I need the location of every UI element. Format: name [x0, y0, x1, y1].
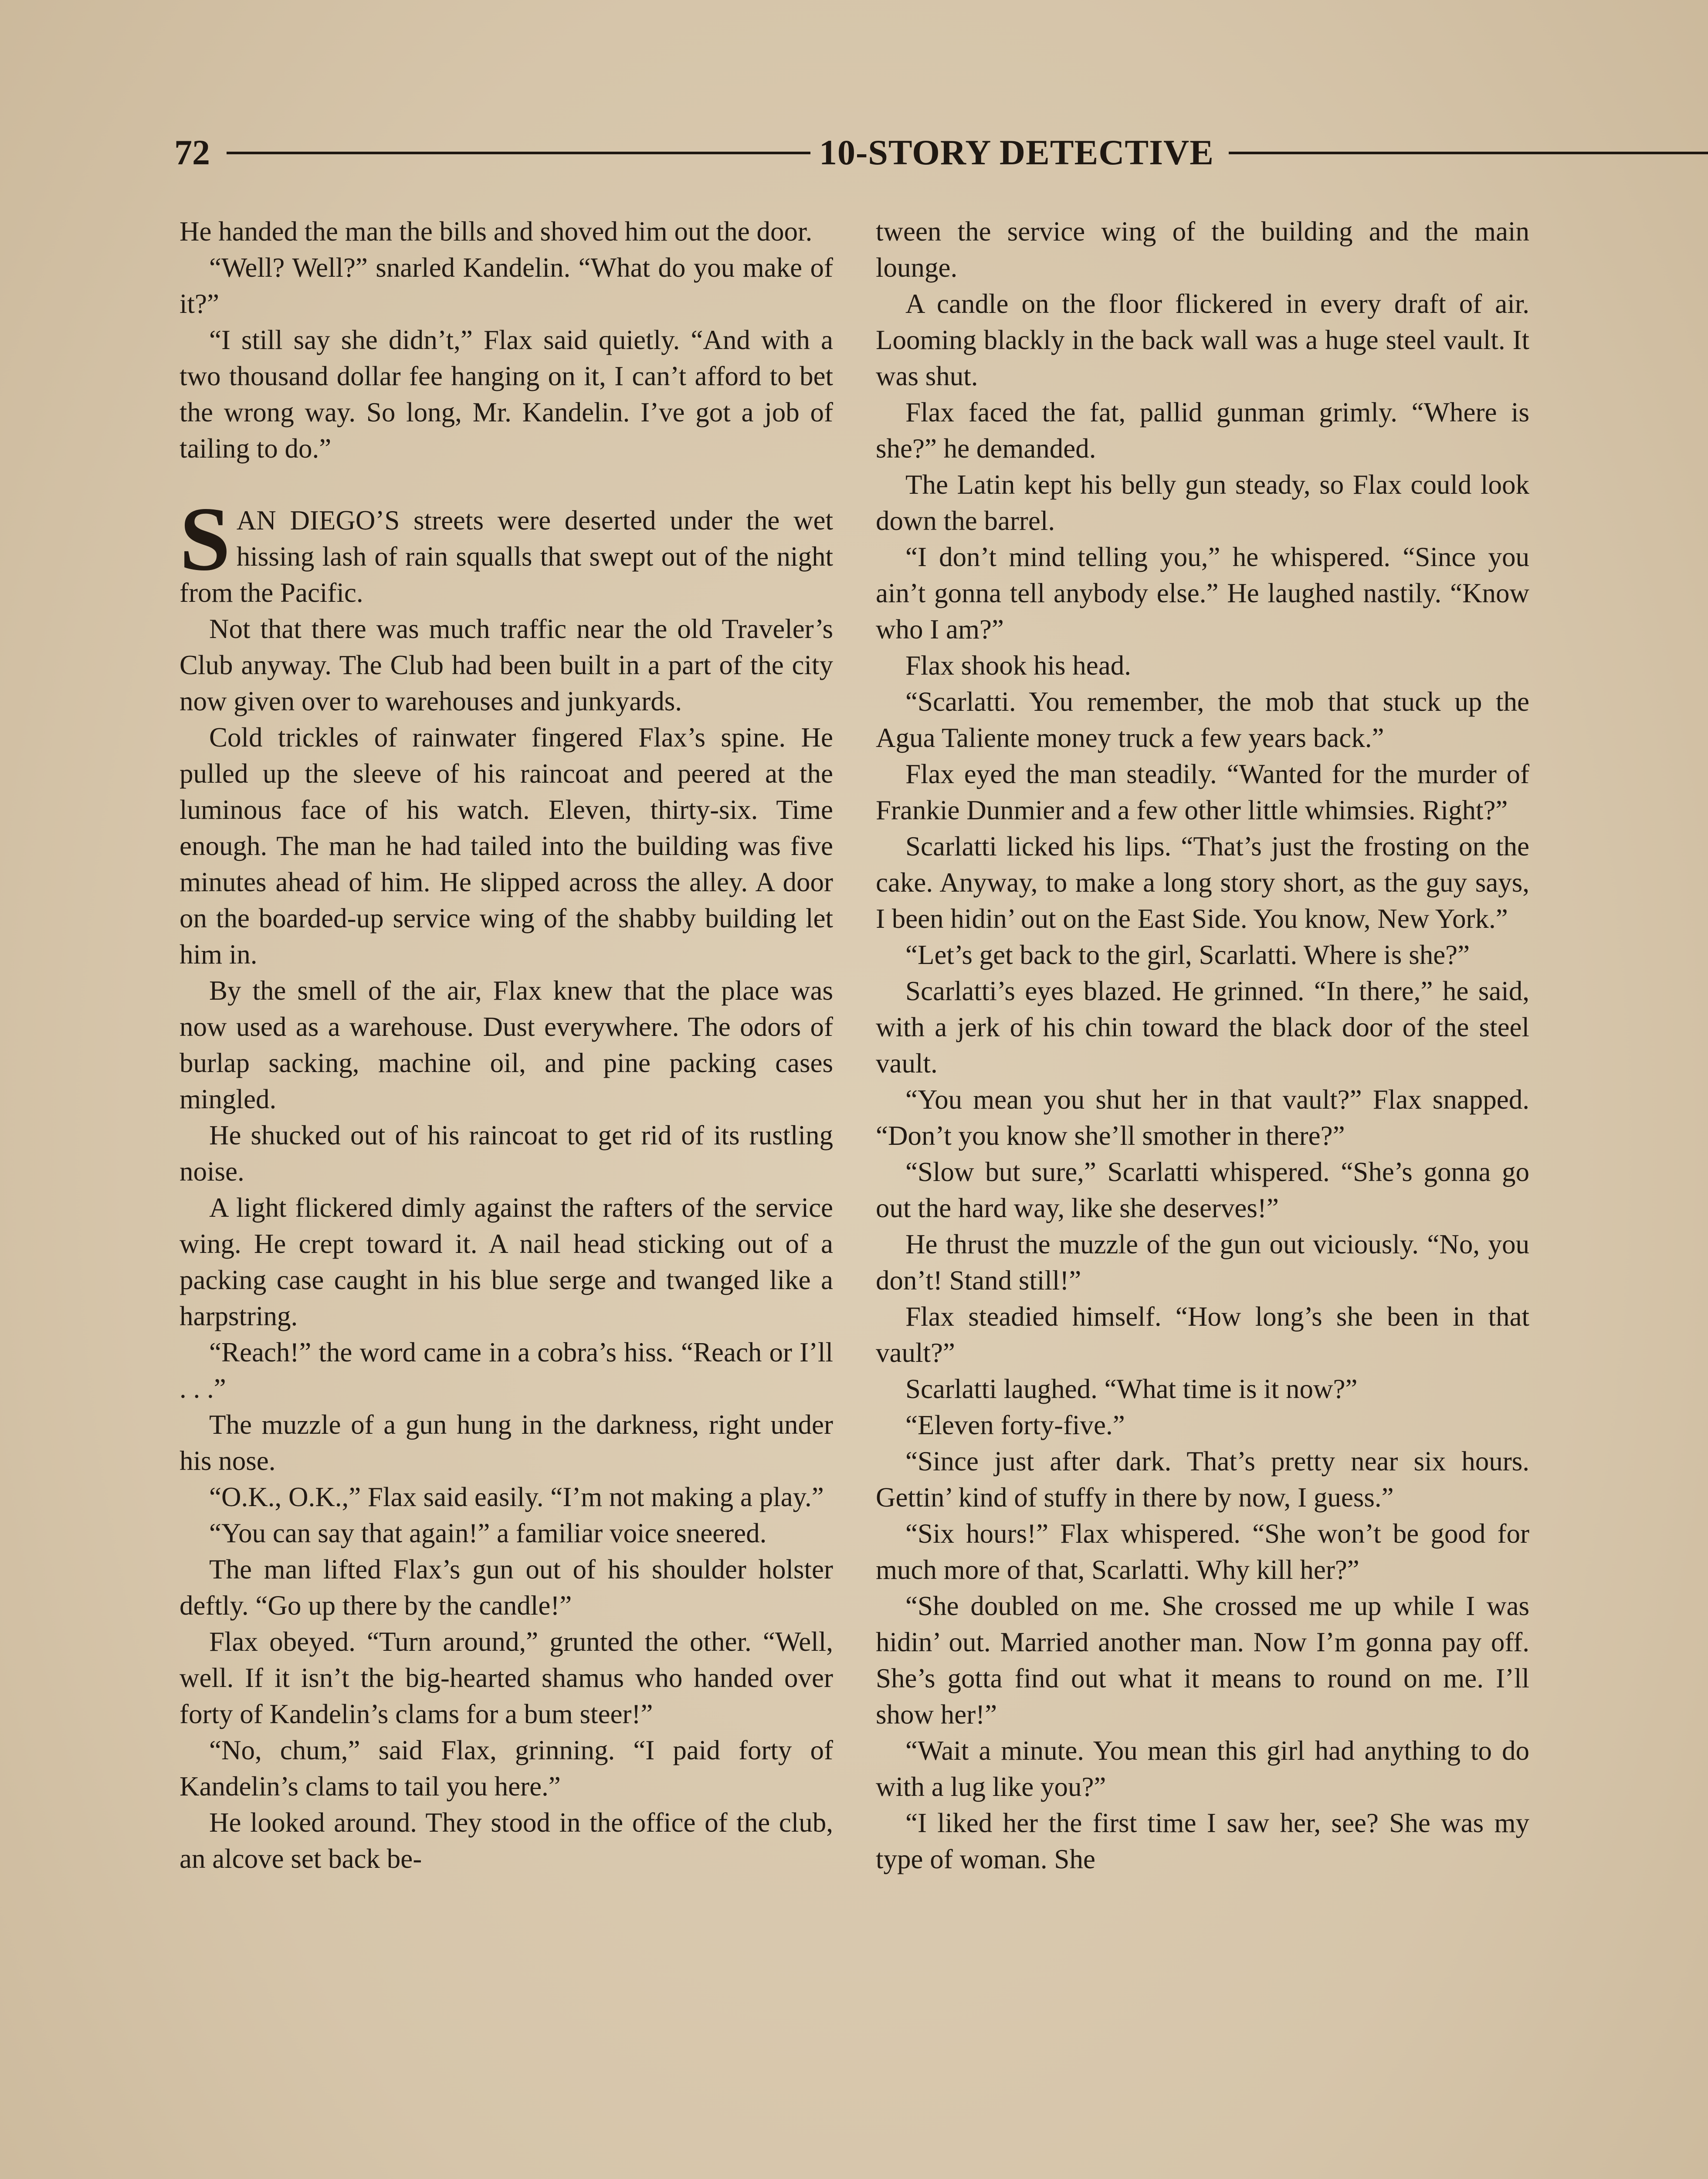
paragraph-text: A light flickered dimly against the rafters of the service wing. He crept toward it. A nail head sticking out of a packing case caught in his blue serge and twanged like a harpstring.	[180, 1192, 833, 1331]
magazine-title: 10-STORY DETECTIVE	[819, 132, 1214, 172]
header-rule-right	[1229, 152, 1708, 154]
left-column	[180, 214, 833, 1877]
paragraph	[180, 322, 833, 467]
paragraph	[180, 1732, 833, 1805]
paragraph	[876, 286, 1529, 394]
paragraph-text: Flax faced the fat, pallid gunman grimly. “Where is she?” he demanded.	[876, 397, 1529, 464]
paragraph	[876, 937, 1529, 973]
right-column	[876, 214, 1529, 1877]
paragraph-text: “You mean you shut her in that vault?” Flax snapped. “Don’t you know she’ll smother in there?”	[876, 1084, 1529, 1151]
paragraph-text: Scarlatti laughed. “What time is it now?”	[905, 1374, 1358, 1404]
paragraph-text: “You can say that again!” a familiar voice sneered.	[209, 1518, 767, 1548]
paragraph	[180, 1117, 833, 1190]
paragraph	[876, 1516, 1529, 1588]
paragraph	[876, 394, 1529, 467]
paragraph-text: Flax obeyed. “Turn around,” grunted the other. “Well, well. If it isn’t the big-hearted shamus who handed over forty of Kandelin’s clams for a bum steer!”	[180, 1626, 833, 1729]
paragraph-text: AN DIEGO’S streets were deserted under the wet hissing lash of rain squalls that swept out of the night from the Pacific.	[180, 505, 833, 608]
paragraph-text: “Six hours!” Flax whispered. “She won’t be good for much more of that, Scarlatti. Why kill her?”	[876, 1518, 1529, 1585]
paragraph-text: The man lifted Flax’s gun out of his shoulder holster deftly. “Go up there by the candle!”	[180, 1554, 833, 1621]
drop-cap: S	[180, 489, 230, 590]
paragraph	[180, 973, 833, 1117]
paragraph	[180, 1190, 833, 1334]
paragraph-text: “O.K., O.K.,” Flax said easily. “I’m not making a play.”	[209, 1482, 824, 1512]
paragraph	[876, 648, 1529, 684]
paragraph	[876, 1226, 1529, 1299]
paragraph	[876, 539, 1529, 648]
paragraph-text: “Eleven forty-five.”	[905, 1410, 1125, 1440]
paragraph	[180, 611, 833, 720]
paragraph-text: “Wait a minute. You mean this girl had anything to do with a lug like you?”	[876, 1735, 1529, 1802]
page-header	[174, 126, 1551, 179]
paragraph-text: He handed the man the bills and shoved him out the door.	[180, 216, 813, 247]
paragraph	[180, 720, 833, 973]
paragraph	[876, 1443, 1529, 1516]
paragraph-text: “I don’t mind telling you,” he whispered. “Since you ain’t gonna tell anybody else.” He laughed nastily. “Know who I am?”	[876, 542, 1529, 645]
paragraph-text: Cold trickles of rainwater fingered Flax’s spine. He pulled up the sleeve of his raincoat and peered at the luminous face of his watch. Eleven, thirty-six. Time enough. The man he had tailed into the building was five minutes ahead of him. He slipped across the alley. A door on the boarded-up service wing of the shabby building let him in.	[180, 722, 833, 970]
paragraph	[876, 828, 1529, 937]
paragraph-text: “Reach!” the word came in a cobra’s hiss. “Reach or I’ll . . .”	[180, 1337, 833, 1404]
paragraph	[180, 489, 833, 611]
paragraph	[180, 1407, 833, 1479]
paragraph-text: “I liked her the first time I saw her, see? She was my type of woman. She	[876, 1808, 1529, 1874]
paragraph-text: The muzzle of a gun hung in the darkness, right under his nose.	[180, 1409, 833, 1476]
paragraph-text: Scarlatti licked his lips. “That’s just the frosting on the cake. Anyway, to make a long story short, as the guy says, I been hidin’ out on the East Side. You know, New York.”	[876, 831, 1529, 934]
paragraph-text: “No, chum,” said Flax, grinning. “I paid forty of Kandelin’s clams to tail you here.”	[180, 1735, 833, 1802]
paragraph	[180, 1515, 833, 1551]
paragraph	[180, 1334, 833, 1407]
paragraph-text: Scarlatti’s eyes blazed. He grinned. “In there,” he said, with a jerk of his chin toward the black door of the steel vault.	[876, 976, 1529, 1079]
paragraph-text: “Let’s get back to the girl, Scarlatti. Where is she?”	[905, 940, 1470, 970]
paragraph-text: By the smell of the air, Flax knew that the place was now used as a warehouse. Dust everywhere. The odors of burlap sacking, machine oil, and pine packing cases mingled.	[180, 975, 833, 1114]
header-rule-left	[227, 152, 810, 154]
paragraph-text: tween the service wing of the building and the main lounge.	[876, 216, 1529, 283]
paragraph-text: Flax shook his head.	[905, 650, 1131, 681]
paragraph-text: He looked around. They stood in the office of the club, an alcove set back be-	[180, 1807, 833, 1874]
paragraph-text: “She doubled on me. She crossed me up while I was hidin’ out. Married another man. Now I’m gonna pay off. She’s gotta find out what it means to round on me. I’ll show her!”	[876, 1591, 1529, 1730]
paragraph	[876, 1407, 1529, 1443]
page-number: 72	[174, 132, 210, 172]
paragraph	[876, 756, 1529, 828]
paragraph-text: Not that there was much traffic near the old Traveler’s Club anyway. The Club had been built in a part of the city now given over to warehouses and junkyards.	[180, 614, 833, 716]
paragraph	[876, 467, 1529, 539]
paragraph	[876, 1588, 1529, 1733]
paragraph	[180, 1805, 833, 1877]
paragraph-text: “I still say she didn’t,” Flax said quietly. “And with a two thousand dollar fee hanging on it, I can’t afford to bet the wrong way. So long, Mr. Kandelin. I’ve got a job of tailing to do.”	[180, 325, 833, 464]
paragraph	[876, 1154, 1529, 1226]
paragraph	[876, 1733, 1529, 1805]
paragraph	[180, 1551, 833, 1624]
paragraph-text: He thrust the muzzle of the gun out viciously. “No, you don’t! Stand still!”	[876, 1229, 1529, 1296]
paragraph	[180, 250, 833, 322]
paragraph-text: A candle on the floor flickered in every draft of air. Looming blackly in the back wall was a huge steel vault. It was shut.	[876, 288, 1529, 391]
paragraph	[180, 1479, 833, 1515]
paragraph	[876, 973, 1529, 1082]
paragraph	[876, 1805, 1529, 1877]
paragraph-text: “Slow but sure,” Scarlatti whispered. “She’s gonna go out the hard way, like she deserves!”	[876, 1157, 1529, 1223]
paragraph	[876, 1299, 1529, 1371]
paragraph	[180, 1624, 833, 1732]
paragraph	[876, 1082, 1529, 1154]
paragraph-text: Flax eyed the man steadily. “Wanted for the murder of Frankie Dunmier and a few other little whimsies. Right?”	[876, 759, 1529, 825]
paragraph	[876, 214, 1529, 286]
paragraph-text: “Scarlatti. You remember, the mob that stuck up the Agua Taliente money truck a few years back.”	[876, 686, 1529, 753]
paragraph-text: He shucked out of his raincoat to get rid of its rustling noise.	[180, 1120, 833, 1187]
paragraph-text: “Well? Well?” snarled Kandelin. “What do you make of it?”	[180, 252, 833, 319]
paragraph-text: Flax steadied himself. “How long’s she been in that vault?”	[876, 1301, 1529, 1368]
paragraph-text: The Latin kept his belly gun steady, so Flax could look down the barrel.	[876, 469, 1529, 536]
paragraph-text: “Since just after dark. That’s pretty near six hours. Gettin’ kind of stuffy in there by now, I guess.”	[876, 1446, 1529, 1513]
paragraph	[180, 214, 833, 250]
paragraph	[876, 1371, 1529, 1407]
paragraph	[876, 684, 1529, 756]
